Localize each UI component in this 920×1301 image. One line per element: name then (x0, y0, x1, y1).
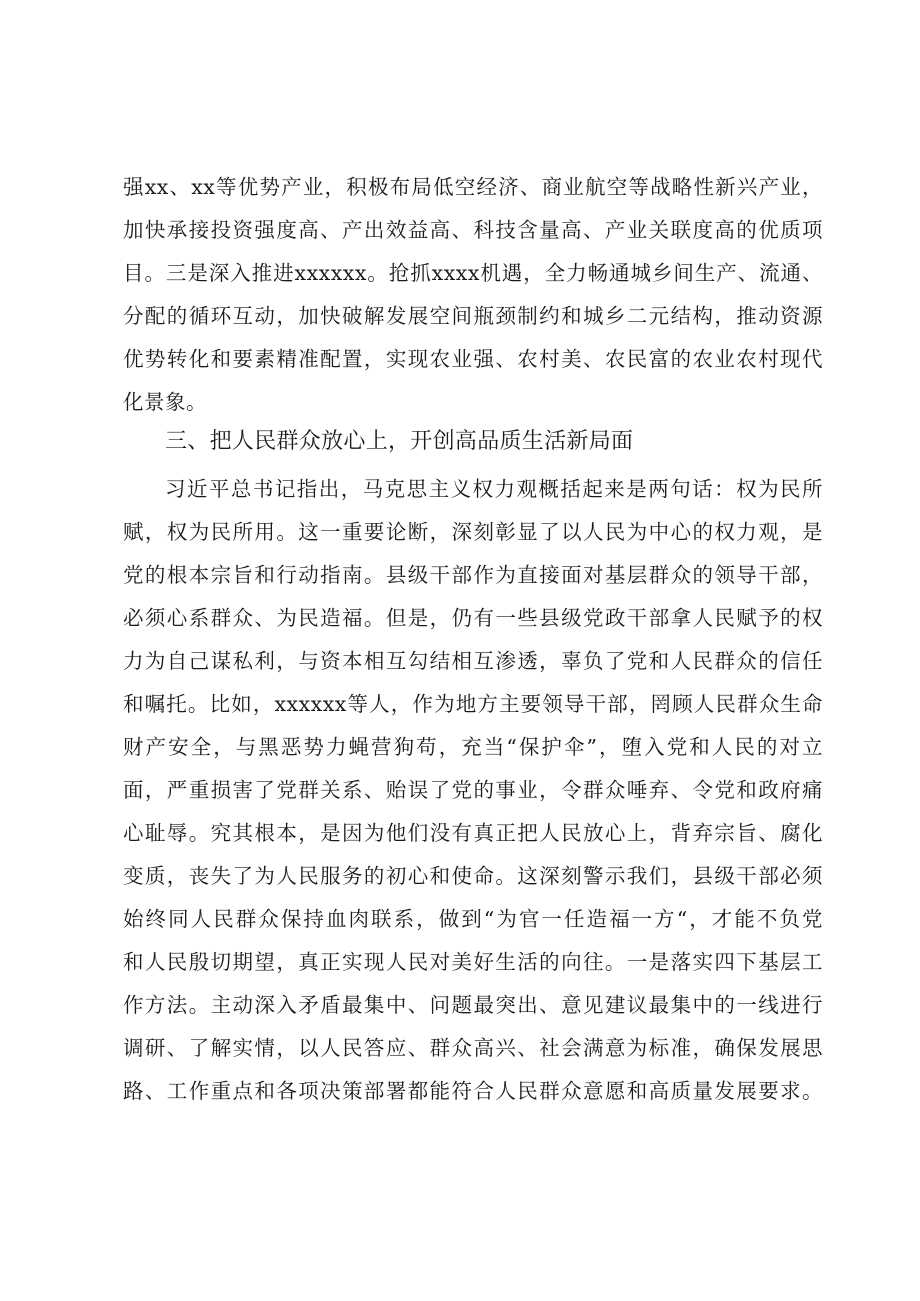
text-line: 化景象。 (123, 390, 207, 414)
section-heading: 三、把人民群众放心上，开创高品质生活新局面 (165, 429, 634, 454)
text-line: 党的根本宗旨和行动指南。县级干部作为直接面对基层群众的领导干部， (123, 563, 823, 587)
text-line: 目。三是深入推进xxxxxx。抢抓xxxx机遇，全力畅通城乡间生产、流通、 (123, 261, 823, 285)
text-line: 习近平总书记指出，马克思主义权力观概括起来是两句话：权为民所 (165, 477, 823, 501)
text-line: 力为自己谋私利，与资本相互勾结相互渗透，辜负了党和人民群众的信任 (123, 649, 823, 673)
text-line: 赋，权为民所用。这一重要论断，深刻彰显了以人民为中心的权力观，是 (123, 520, 823, 544)
text-line: 财产安全，与黑恶势力蝇营狗苟，充当“保护伞”，堕入党和人民的对立 (123, 735, 823, 759)
text-line: 面，严重损害了党群关系、贻误了党的事业，令群众唾弃、令党和政府痛 (123, 778, 823, 802)
text-line: 强xx、xx等优势产业，积极布局低空经济、商业航空等战略性新兴产业， (123, 175, 823, 199)
text-line: 变质，丧失了为人民服务的初心和使命。这深刻警示我们，县级干部必须 (123, 864, 823, 888)
text-line: 优势转化和要素精准配置，实现农业强、农村美、农民富的农业农村现代 (123, 347, 823, 371)
text-line: 作方法。主动深入矛盾最集中、问题最突出、意见建议最集中的一线进行 (123, 993, 823, 1017)
text-line: 始终同人民群众保持血肉联系，做到“为官一任造福一方“，才能不负党 (123, 907, 823, 931)
text-line: 分配的循环互动，加快破解发展空间瓶颈制约和城乡二元结构，推动资源 (123, 304, 823, 328)
text-line: 和人民殷切期望，真正实现人民对美好生活的向往。一是落实四下基层工 (123, 950, 823, 974)
text-line: 和嘱托。比如，xxxxxx等人，作为地方主要领导干部，罔顾人民群众生命 (123, 692, 823, 716)
text-line: 调研、了解实情，以人民答应、群众高兴、社会满意为标准，确保发展思 (123, 1036, 823, 1060)
text-line: 加快承接投资强度高、产出效益高、科技含量高、产业关联度高的优质项 (123, 218, 823, 242)
text-line: 必须心系群众、为民造福。但是，仍有一些县级党政干部拿人民赋予的权 (123, 606, 823, 630)
text-line: 心耻辱。究其根本，是因为他们没有真正把人民放心上，背弃宗旨、腐化 (123, 821, 823, 845)
text-line: 路、工作重点和各项决策部署都能符合人民群众意愿和高质量发展要求。 (123, 1079, 823, 1103)
